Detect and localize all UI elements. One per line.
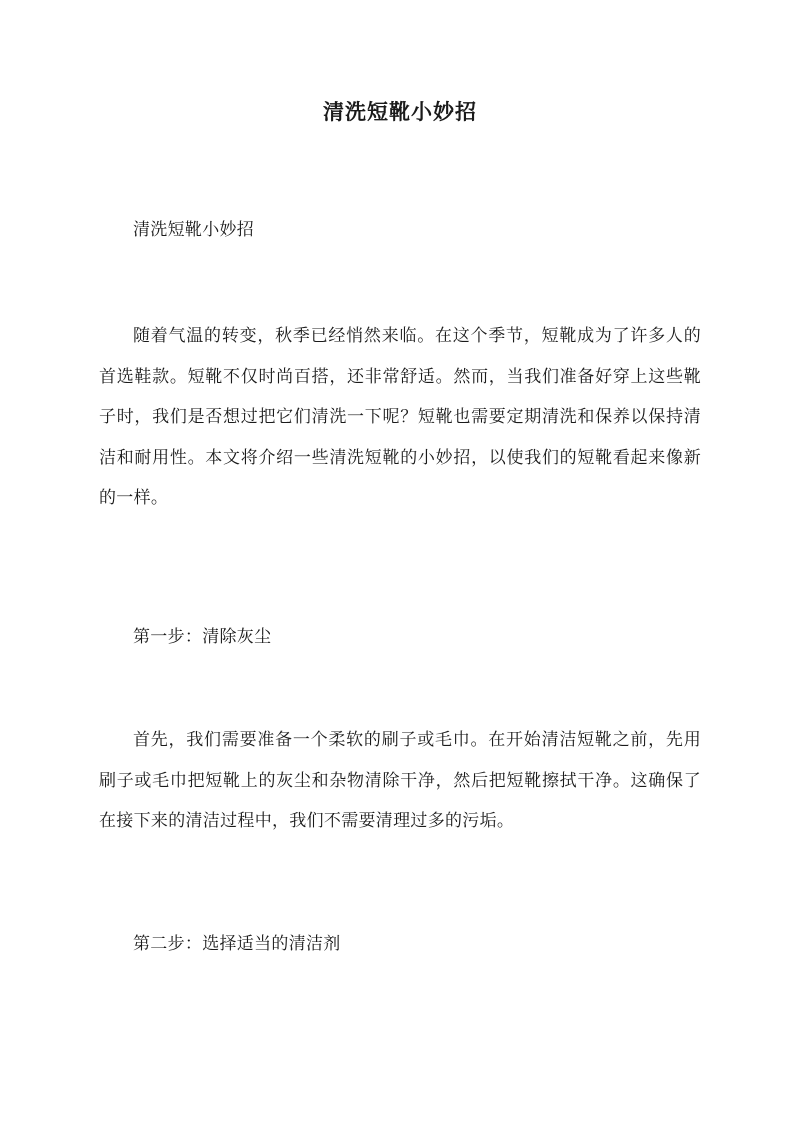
step2-heading: 第二步：选择适当的清洁剂 — [133, 934, 341, 954]
step1-paragraph: 首先，我们需要准备一个柔软的刷子或毛巾。在开始清洁短靴之前，先用刷子或毛巾把短靴上的灰尘和杂物清除干净，然后把短靴擦拭干净。这确保了在接下来的清洁过程中，我们不需要清理过多的污垢。 — [99, 730, 701, 831]
document-subtitle: 清洗短靴小妙招 — [133, 220, 255, 240]
step1-heading: 第一步：清除灰尘 — [133, 627, 272, 647]
page-title: 清洗短靴小妙招 — [323, 99, 477, 124]
intro-paragraph: 随着气温的转变，秋季已经悄然来临。在这个季节，短靴成为了许多人的首选鞋款。短靴不仅时尚百搭，还非常舒适。然而，当我们准备好穿上这些靴子时，我们是否想过把它们清洗一下呢？短靴也需要定期清洗和保养以保持清洁和耐用性。本文将介绍一些清洗短靴的小妙招，以使我们的短靴看起来像新的一样。 — [99, 326, 701, 508]
